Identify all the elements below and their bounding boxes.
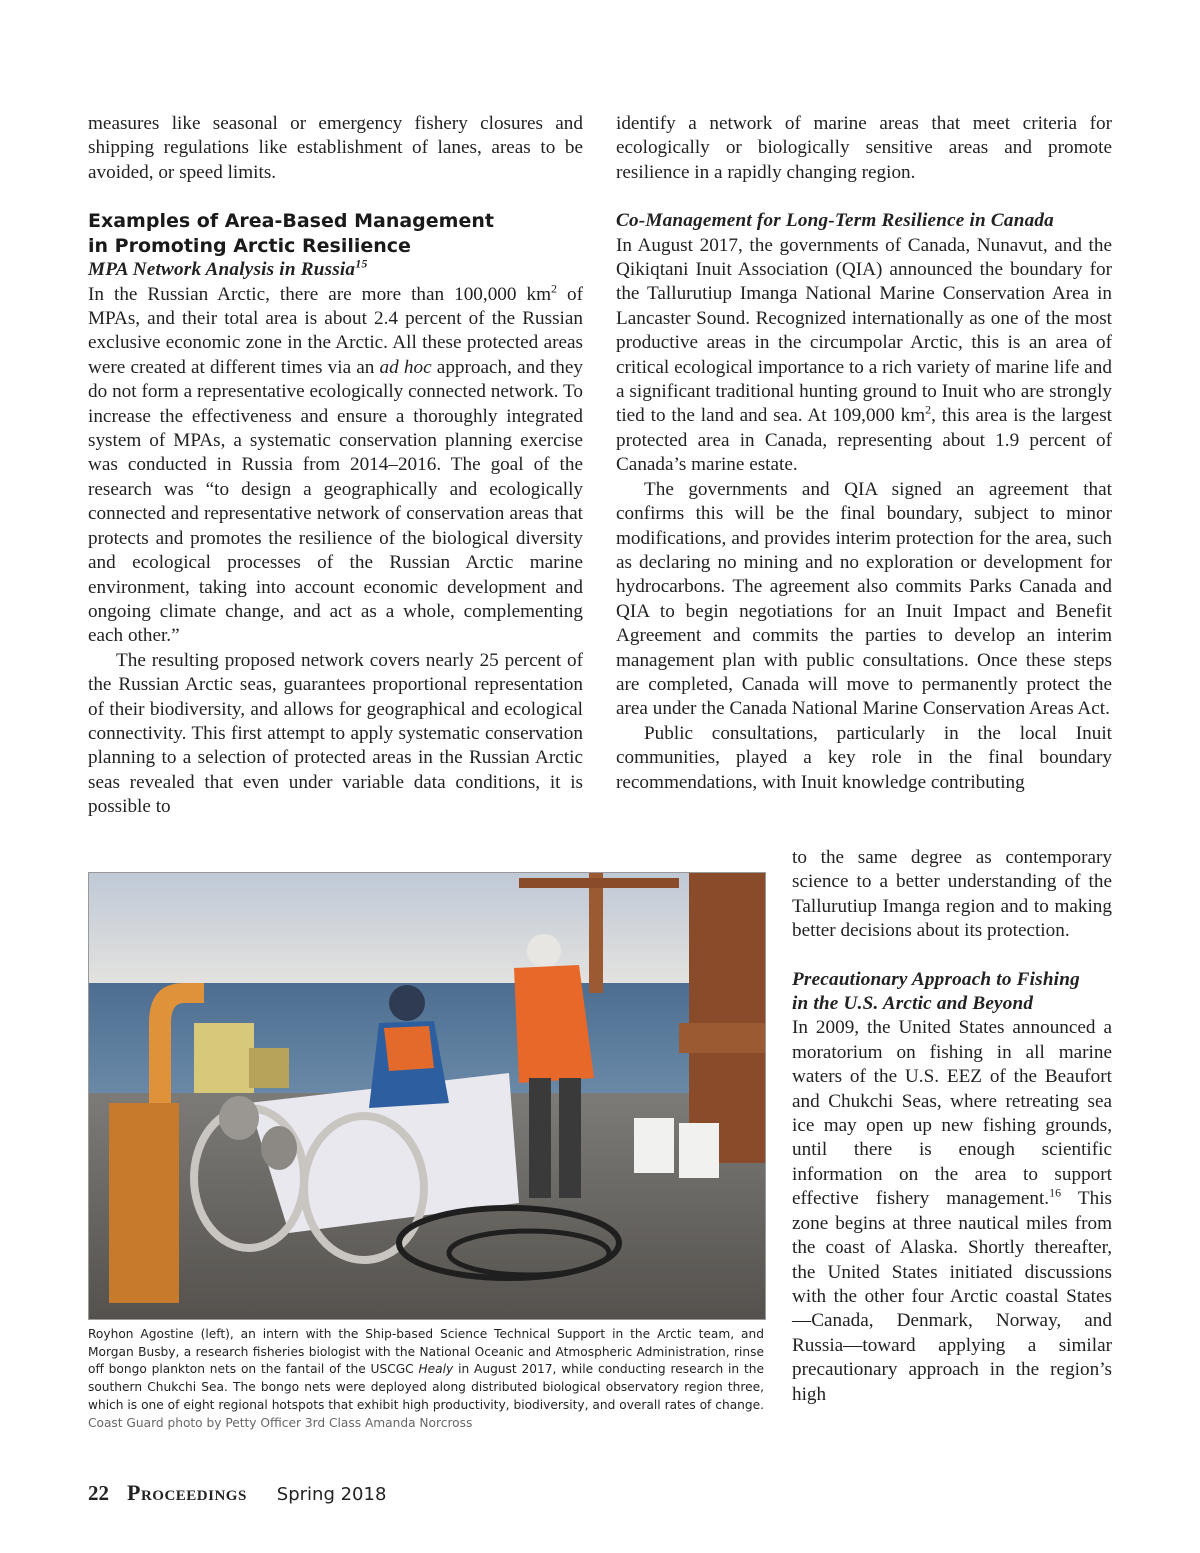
russia-paragraph-2: The resulting proposed network covers nearly 25 percent of the Russian Arctic seas, guarantees proportional representation of their biodiversity, and allows for geographical and ecological connectivity. This first attempt to apply systematic conservation planning to a selection of protected areas in the Russian Arctic seas revealed that even under variable data conditions, it is possible to <box>88 649 583 818</box>
russia-p1-text-b: of MPAs, and their total area is about 2.4 percent of the Russian exclusive economic zone in the Arctic. All these protected areas were created at different times via an <box>88 283 584 378</box>
photo-caption <box>88 1326 764 1432</box>
superscript-2: 2 <box>551 281 558 296</box>
canada-paragraph-3: Public consultations, particularly in the local Inuit communities, played a key role in the final boundary recommendations, with Inuit knowledge contributing <box>616 722 1112 793</box>
russia-paragraph-1 <box>88 283 583 649</box>
russia-subheading <box>88 258 583 282</box>
caption-text-b: in August 2017, while conducting research in the southern Chukchi Sea. The bongo nets were deployed along distributed biological observatory region three, which is one of eight regional hotspots that exhibit high productivity, biodiversity, and overall rates of change. <box>88 1362 764 1412</box>
fishing-paragraph-1 <box>792 1016 1112 1407</box>
right-lower-column <box>792 846 1112 1407</box>
russia-subheading-text: MPA Network Analysis in Russia <box>88 259 356 281</box>
russia-p1-text-a: In the Russian Arctic, there are more than 100,000 km <box>88 283 552 305</box>
publication-name: Proceedings <box>127 1480 247 1505</box>
section-heading-line2: in Promoting Arctic Resilience <box>88 234 411 257</box>
fishing-subheading-line1: Precautionary Approach to Fishing <box>792 968 1080 990</box>
canada-p1-text-b: , this area is the largest protected area in Canada, representing about 1.9 percent of Canada’s marine estate. <box>616 405 1112 476</box>
canada-p1-text-a: In August 2017, the governments of Canada, Nunavut, and the Qikiqtani Inuit Association (QIA) announced the boundary for the Tallurutiup Imanga National Marine Conservation Area in Lancaster Sound. Recognized internationally as one of the most productive areas in the circumpolar Arctic, this is an area of critical ecological importance to a rich variety of marine life and a significant traditional hunting ground to Inuit who are strongly tied to the land and sea. At 109,000 km <box>616 234 1112 427</box>
photo-illustration <box>89 873 765 1319</box>
superscript-2: 2 <box>925 403 932 418</box>
caption-ship-name: Healy <box>418 1362 454 1377</box>
italic-ad-hoc: ad hoc <box>379 356 432 378</box>
right-column <box>616 112 1112 795</box>
left-intro-paragraph: measures like seasonal or emergency fishery closures and shipping regulations like establishment of lanes, areas to be avoided, or speed limits. <box>88 113 583 183</box>
fishing-subheading <box>792 968 1112 1017</box>
footnote-ref-15: 15 <box>355 256 368 271</box>
canada-paragraph-2: The governments and QIA signed an agreement that confirms this will be the final boundary, subject to minor modifications, and provides interim protection for the area, such as declaring no mining and no exploration or development for hydrocarbons. The agreement also commits Parks Canada and QIA to begin negotiations for an Inuit Impact and Benefit Agreement and commits the parties to develop an interim management plan with public consultations. Once these steps are completed, Canada will move to permanently protect the area under the Canada National Marine Conservation Areas Act. <box>616 478 1112 720</box>
fishing-subheading-line2: in the U.S. Arctic and Beyond <box>792 993 1034 1015</box>
issue-date: Spring 2018 <box>276 1484 387 1505</box>
section-heading <box>88 209 583 258</box>
canada-subheading: Co-Management for Long-Term Resilience in Canada <box>616 210 1054 232</box>
fishing-p1-text-b: This zone begins at three nautical miles from the coast of Alaska. Shortly thereafter, the United States initiated discussions with the other four Arctic coastal States—Canada, Denmark, Norway, and Russia—toward applying a similar precautionary approach in the region’s high <box>792 1188 1112 1405</box>
photo-credit: Coast Guard photo by Petty Officer 3rd Class Amanda Norcross <box>88 1415 473 1430</box>
page-footer <box>88 1480 386 1506</box>
russia-p1-text-c: approach, and they do not form a representative ecologically connected network. To increase the effectiveness and ensure a thoroughly integrated system of MPAs, a systematic conservation planning exercise was conducted in Russia from 2014–2016. The goal of the research was “to design a geographically and ecologically connected and representative network of conservation areas that protects and promotes the resilience of the biological diversity and ecological processes of the Russian Arctic marine environment, taking into account economic development and ongoing climate change, and act as a whole, complementing each other.” <box>88 356 583 647</box>
caption-text-a: Royhon Agostine (left), an intern with the Ship-based Science Technical Support in the Arctic team, and Morgan Busby, a research fisheries biologist with the National Oceanic and Atmospheric Administration, rinse off bongo plankton nets on the fantail of the USCGC <box>88 1327 764 1377</box>
left-column <box>88 112 583 820</box>
canada-paragraph-1 <box>616 234 1112 478</box>
photo-bongo-nets <box>88 872 766 1320</box>
footnote-ref-16: 16 <box>1049 1185 1062 1200</box>
section-heading-line1: Examples of Area-Based Management <box>88 210 494 233</box>
right-intro-paragraph: identify a network of marine areas that meet criteria for ecologically or biologically sensitive areas and promote resilience in a rapidly changing region. <box>616 113 1112 183</box>
canada-paragraph-3-continued: to the same degree as contemporary science to a better understanding of the Tallurutiup Imanga region and to making better decisions about its protection. <box>792 847 1112 942</box>
page-number: 22 <box>88 1481 109 1505</box>
fishing-p1-text-a: In 2009, the United States announced a moratorium on fishing in all marine waters of the U.S. EEZ of the Beaufort and Chukchi Seas, where retreating sea ice may open up new fishing grounds, until there is enough scientific information on the area to support effective fishery management. <box>792 1017 1112 1210</box>
